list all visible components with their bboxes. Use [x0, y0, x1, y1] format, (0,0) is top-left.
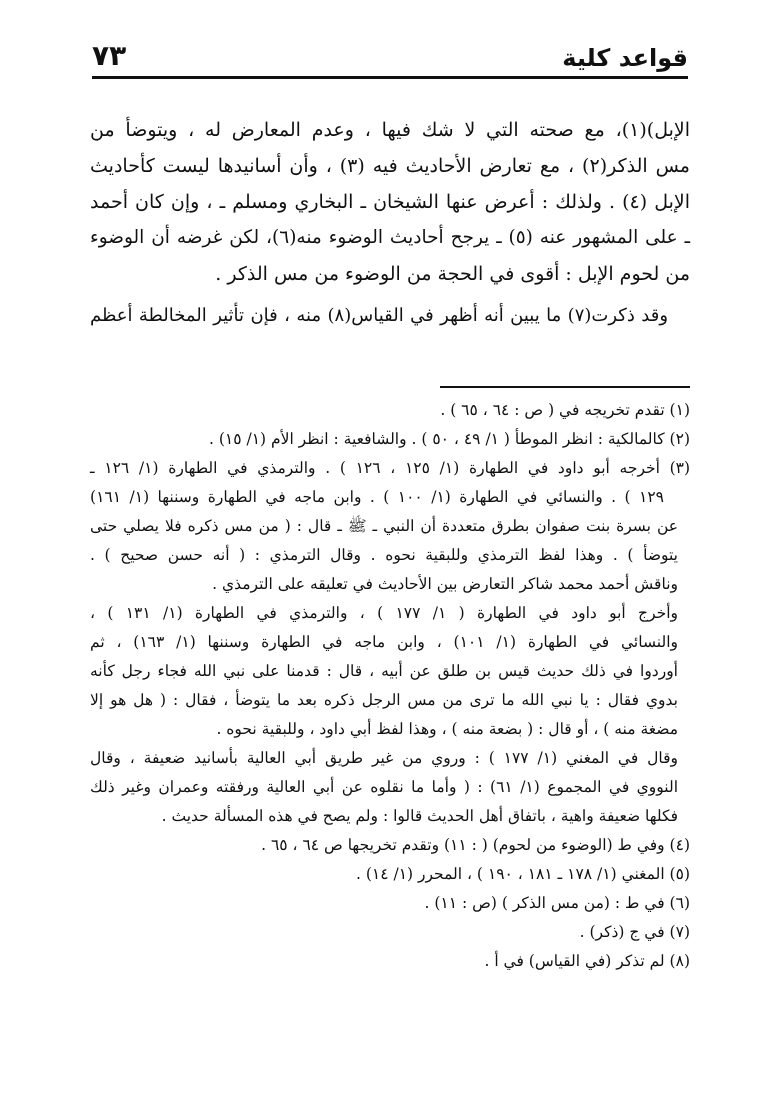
footnote-line: النووي في المجموع (١/ ٦١) : ( وأما ما نقلوه عن أبي العالية ورفقته وعمران وغير ذلك [90, 778, 679, 796]
footnote-line: (٦) في ط : (من مس الذكر ) (ص : ١١) . [424, 894, 690, 912]
footnote-line: وناقش أحمد محمد شاكر التعارض بين الأحاديث في تعليقه على الترمذي . [212, 575, 678, 593]
page-number: ٧٣ [92, 39, 127, 72]
footnote-line: مضغة منه ) ، أو قال : ( بضعة منه ) ، وهذا لفظ أبي داود ، وللبقية نحوه . [216, 720, 678, 738]
footnote-line: أوردوا في ذلك حديث قيس بن طلق عن أبيه ، قال : قدمنا على نبي الله فجاء رجل كأنه [90, 662, 678, 680]
footnote-line: وأخرج أبو داود في الطهارة ( ١/ ١٧٧ ) ، والترمذي في الطهارة (١/ ١٣١ ) ، [90, 604, 678, 622]
body-line: الإبل)(١)، مع صحته التي لا شك فيها ، وعدم المعارض له ، ويتوضأ من [90, 119, 690, 141]
footnote-line: (٢) كالمالكية : انظر الموطأ ( ١/ ٤٩ ، ٥٠ ) . والشافعية : انظر الأم (١/ ١٥) . [208, 430, 690, 448]
footnote-line: وقال في المغني (١/ ١٧٧ ) : وروي من غير طريق أبي العالية بأسانيد ضعيفة ، وقال [90, 749, 679, 767]
footnote-line: (٨) لم تذكر (في القياس) في أ . [484, 952, 690, 970]
footnote-line: والنسائي في الطهارة (١/ ١٠١) ، وابن ماجه في الطهارة وسننها (١/ ١٦٣) ، ثم [90, 633, 678, 651]
main-text [90, 112, 690, 334]
footnote-line: عن بسرة بنت صفوان بطرق متعددة أن النبي ـ ﷺ ـ قال : ( من مس ذكره فلا يصلي حتى [90, 517, 678, 535]
body-line: وقد ذكرت(٧) ما يبين أنه أظهر في القياس(٨) منه ، فإن تأثير المخالطة أعظم [90, 305, 669, 326]
footnote-line: يتوضأ ) . وهذا لفظ الترمذي وللبقية نحوه . وقال الترمذي : ( أنه حسن صحيح ) . [90, 546, 678, 564]
footnote-line: ١٢٩ ) . والنسائي في الطهارة (١/ ١٠٠ ) . وابن ماجه في الطهارة وسننها (١/ ١٦١) [90, 488, 665, 506]
body-line: من لحوم الإبل : أقوى في الحجة من الوضوء من مس الذكر . [215, 263, 690, 285]
footnote-line: (٤) وفي ط (الوضوء من لحوم) ( : ١١) وتقدم تخريجها ص ٦٤ ، ٦٥ . [261, 836, 690, 854]
footnote-line: (١) تقدم تخريجه في ( ص : ٦٤ ، ٦٥ ) . [440, 401, 690, 419]
body-line: مس الذكر(٢) ، مع تعارض الأحاديث فيه (٣) ، وأن أسانيدها ليست كأحاديث [90, 155, 690, 177]
running-header [92, 39, 688, 72]
header-rule [92, 76, 688, 79]
footnote-separator [440, 386, 690, 388]
body-line: ـ على المشهور عنه (٥) ـ يرجح أحاديث الوضوء منه(٦)، لكن غرضه أن الوضوء [90, 227, 691, 248]
footnote-line: فكلها ضعيفة واهية ، باتفاق أهل الحديث قالوا : ولم يصح في هذه المسألة حديث . [161, 807, 678, 825]
book-title: قواعد كلية [562, 44, 688, 72]
footnote-line: (٧) في ج (ذكر) . [579, 923, 690, 941]
body-line: الإبل (٤) . ولذلك : أعرض عنها الشيخان ـ البخاري ومسلم ـ ، وإن كان أحمد [90, 191, 691, 213]
footnote-line: بدوي فقال : يا نبي الله ما ترى من مس الرجل ذكره بعد ما يتوضأ ، فقال : ( هل هو إلا [90, 691, 678, 709]
footnote-line: (٣) أخرجه أبو داود في الطهارة (١/ ١٢٥ ، ١٢٦ ) . والترمذي في الطهارة (١/ ١٢٦ ـ [90, 459, 691, 477]
footnotes [90, 396, 690, 976]
footnote-line: (٥) المغني (١/ ١٧٨ ـ ١٨١ ، ١٩٠ ) ، المحرر (١/ ١٤) . [356, 865, 690, 883]
